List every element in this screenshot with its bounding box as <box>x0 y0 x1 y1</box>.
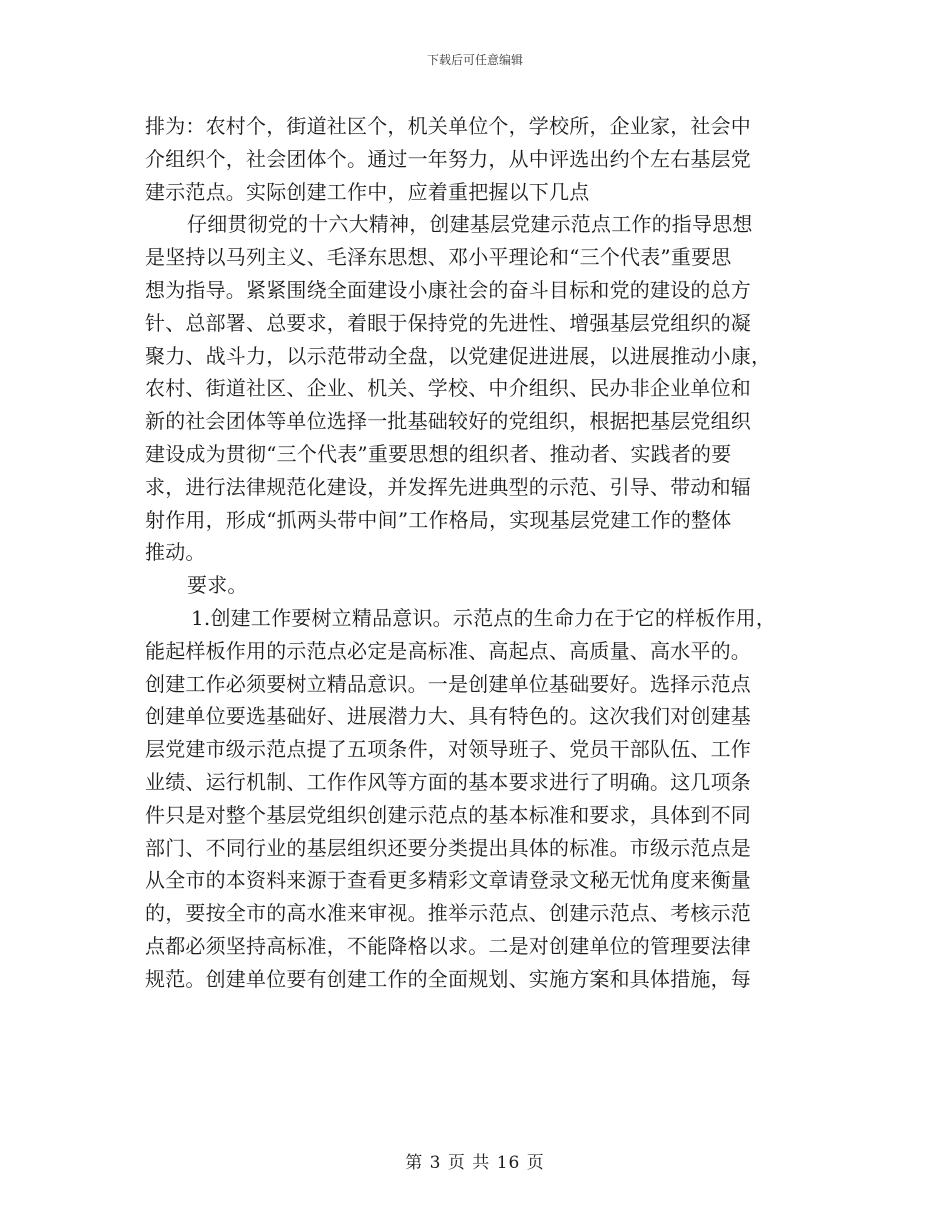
text-line: 能起样板作用的示范点必定是高标准、高起点、高质量、高水平的。 <box>145 638 751 663</box>
text-line: 介组织个，社会团体个。通过一年努力，从中评选出约个左右基层党 <box>145 146 751 171</box>
text-line: 从全市的本资料来源于查看更多精彩文章请登录文秘无忧角度来衡量 <box>145 868 751 893</box>
text-line: 点都必须坚持高标准，不能降格以求。二是对创建单位的管理要法律 <box>145 933 751 958</box>
text-line: 聚力、战斗力，以示范带动全盘，以党建促进进展，以进展推动小康， <box>145 343 772 368</box>
page-header: 下载后可任意编辑 <box>426 53 523 67</box>
document-body <box>145 110 805 996</box>
text-line: 业绩、运行机制、工作作风等方面的基本要求进行了明确。这几项条 <box>145 769 751 794</box>
text-line: 推动。 <box>145 540 206 565</box>
text-line: 的，要按全市的高水准来审视。推举示范点、创建示范点、考核示范 <box>145 901 751 926</box>
text-line: 件只是对整个基层党组织创建示范点的基本标准和要求，具体到不同 <box>145 802 751 827</box>
numbered-item-first-line: 1.创建工作要树立精品意识。示范点的生命力在于它的样板作用， <box>191 605 777 630</box>
text-line: 农村、街道社区、企业、机关、学校、中介组织、民办非企业单位和 <box>145 376 751 401</box>
section-heading: 要求。 <box>187 573 248 598</box>
text-line: 部门、不同行业的基层组织还要分类提出具体的标准。市级示范点是 <box>145 835 751 860</box>
text-line: 想为指导。紧紧围绕全面建设小康社会的奋斗目标和党的建设的总方 <box>145 277 751 302</box>
page-number-footer: 第 3 页 共 16 页 <box>405 1153 545 1173</box>
text-line: 层党建市级示范点提了五项条件，对领导班子、党员干部队伍、工作 <box>145 737 751 762</box>
text-line: 创建单位要选基础好、进展潜力大、具有特色的。这次我们对创建基 <box>145 704 751 729</box>
paragraph-first-line: 仔细贯彻党的十六大精神，创建基层党建示范点工作的指导思想 <box>187 212 753 237</box>
text-line: 射作用，形成“抓两头带中间”工作格局，实现基层党建工作的整体 <box>145 507 732 532</box>
text-line: 创建工作必须要树立精品意识。一是创建单位基础要好。选择示范点 <box>145 671 751 696</box>
text-line: 是坚持以马列主义、毛泽东思想、邓小平理论和“三个代表”重要思 <box>145 245 732 270</box>
text-line: 针、总部署、总要求，着眼于保持党的先进性、增强基层党组织的凝 <box>145 310 751 335</box>
text-line: 规范。创建单位要有创建工作的全面规划、实施方案和具体措施，每 <box>145 966 751 991</box>
text-line: 求，进行法律规范化建设，并发挥先进典型的示范、引导、带动和辐 <box>145 474 751 499</box>
text-line: 建示范点。实际创建工作中，应着重把握以下几点 <box>145 179 590 204</box>
text-line: 排为：农村个，街道社区个，机关单位个，学校所，企业家，社会中 <box>145 114 751 138</box>
text-line: 建设成为贯彻“三个代表”重要思想的组织者、推动者、实践者的要 <box>145 441 732 466</box>
text-line: 新的社会团体等单位选择一批基础较好的党组织，根据把基层党组织 <box>145 409 751 434</box>
